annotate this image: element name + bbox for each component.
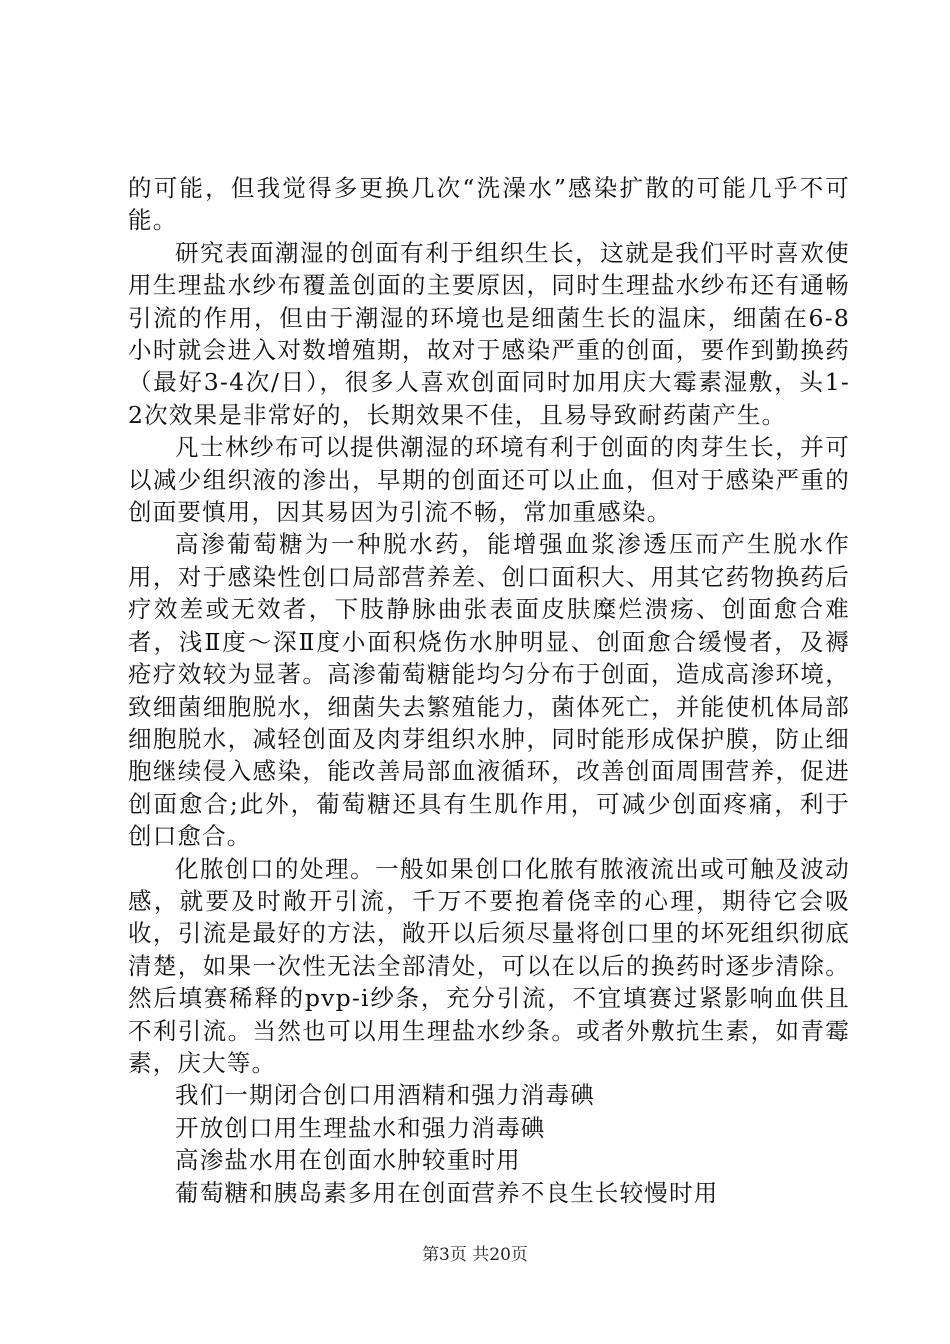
paragraph-2: 研究表面潮湿的创面有利于组织生长，这就是我们平时喜欢使用生理盐水纱布覆盖创面的主要原因，同时生理盐水纱布还有通畅引流的作用，但由于潮湿的环境也是细菌生长的温床，细菌在6-8小时就会进入对数增殖期，故对于感染严重的创面，要作到勤换药（最好3-4次/日），很多人喜欢创面同时加用庆大霉素湿敷，头1-2次效果是非常好的，长期效果不佳，且易导致耐药菌产生。 — [128, 238, 850, 429]
list-line-2: 开放创口用生理盐水和强力消毒碘 — [175, 1113, 546, 1142]
page-footer — [0, 1244, 950, 1266]
page-number: 第3页 共20页 — [422, 1245, 528, 1265]
paragraph-1: 的可能，但我觉得多更换几次“洗澡水”感染扩散的可能几乎不可能。 — [128, 174, 850, 235]
list-line-1: 我们一期闭合创口用酒精和强力消毒碘 — [175, 1081, 595, 1110]
body-text — [128, 172, 850, 1209]
paragraph-5: 化脓创口的处理。一般如果创口化脓有脓液流出或可触及波动感，就要及时敞开引流，千万不要抱着侥幸的心理，期待它会吸收，引流是最好的方法，敞开以后须尽量将创口里的坏死组织彻底清楚，如果一次性无法全部清处，可以在以后的换药时逐步清除。然后填赛稀释的pvp-i纱条，充分引流，不宜填赛过紧影响血供且不利引流。当然也可以用生理盐水纱条。或者外敷抗生素，如青霉素，庆大等。 — [128, 854, 850, 1077]
paragraph-4: 高渗葡萄糖为一种脱水药，能增强血浆渗透压而产生脱水作用，对于感染性创口局部营养差、创口面积大、用其它药物换药后疗效差或无效者，下肢静脉曲张表面皮肤糜烂溃疡、创面愈合难者，浅Ⅱ度～深Ⅱ度小面积烧伤水肿明显、创面愈合缓慢者，及褥疮疗效较为显著。高渗葡萄糖能均匀分布于创面，造成高渗环境，致细菌细胞脱水，细菌失去繁殖能力，菌体死亡，并能使机体局部细胞脱水，减轻创面及肉芽组织水肿，同时能形成保护膜，防止细胞继续侵入感染，能改善局部血液循环，改善创面周围营养，促进创面愈合;此外，葡萄糖还具有生肌作用，可减少创面疼痛，利于创口愈合。 — [128, 530, 850, 851]
paragraph-3: 凡士林纱布可以提供潮湿的环境有利于创面的肉芽生长，并可以减少组织液的渗出，早期的创面还可以止血，但对于感染严重的创面要慎用，因其易因为引流不畅，常加重感染。 — [128, 433, 850, 527]
list-line-4: 葡萄糖和胰岛素多用在创面营养不良生长较慢时用 — [175, 1178, 719, 1207]
list-line-3: 高渗盐水用在创面水肿较重时用 — [175, 1146, 521, 1175]
